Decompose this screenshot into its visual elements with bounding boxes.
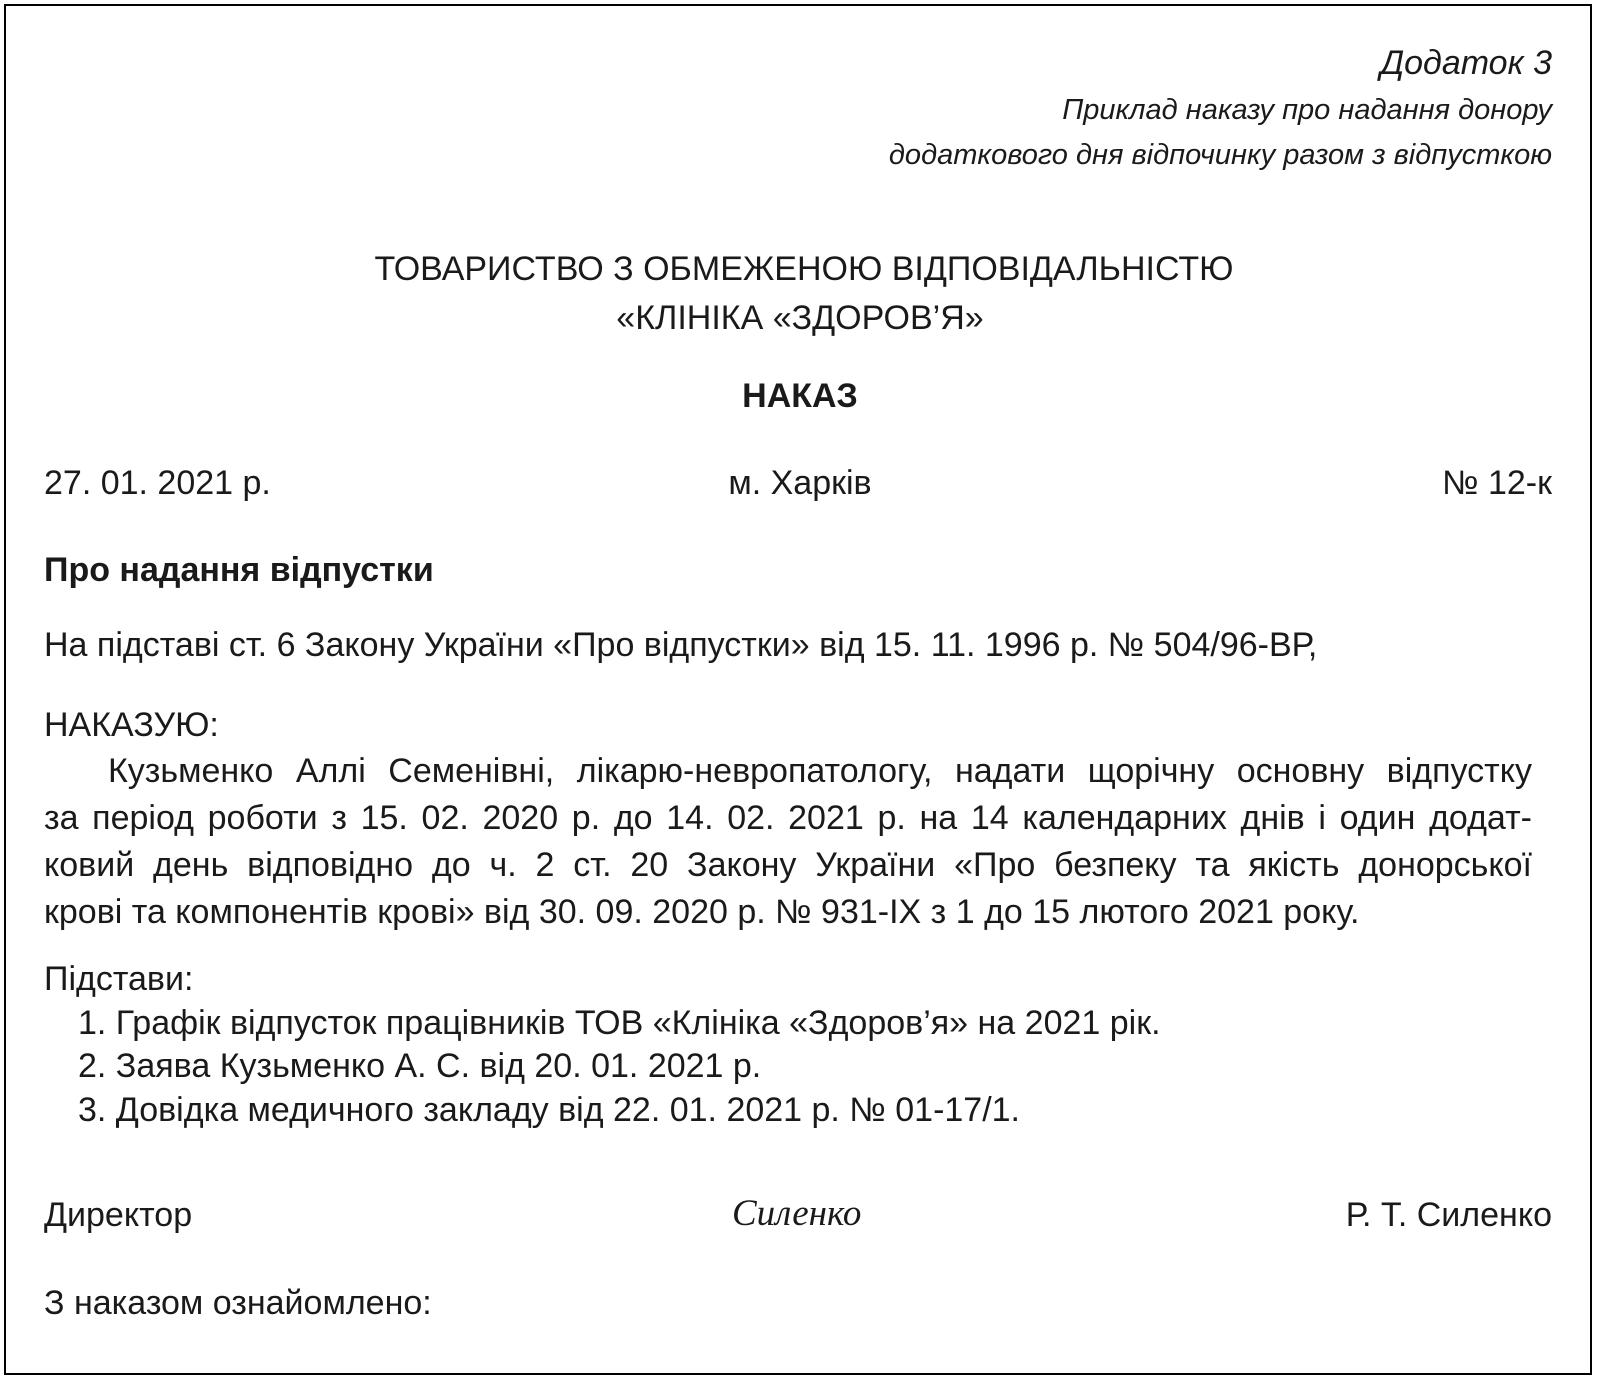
order-body (44, 748, 1532, 936)
order-city: м. Харків (728, 464, 872, 502)
document-title: НАКАЗ (742, 377, 858, 415)
order-word: НАКАЗУЮ: (44, 706, 219, 744)
order-body-line: крові та компонентів крові» від 30. 09. 2020 р. № 931-IX з 1 до 15 лютого 2021 року. (44, 893, 1360, 931)
order-body-line: за період роботи з 15. 02. 2020 р. до 14. 02. 2021 р. на 14 календарних днів і один додат- (44, 799, 1532, 837)
handwritten-signature: Силенко (732, 1193, 862, 1234)
signatory-position: Директор (44, 1196, 193, 1234)
grounds-item: 2. Заява Кузьменко А. С. від 20. 01. 2021 р. (78, 1047, 762, 1085)
order-body-line: Кузьменко Аллі Семенівні, лікарю-невропатологу, надати щорічну основну відпустку (108, 752, 1532, 790)
order-body-line: ковий день відповідно до ч. 2 ст. 20 Закону України «Про безпеку та якість донорської (44, 846, 1532, 884)
grounds-item: 3. Довідка медичного закладу від 22. 01. 2021 р. № 01-17/1. (78, 1091, 1021, 1129)
appendix-caption-line2: додаткового дня відпочинку разом з відпусткою (888, 139, 1552, 171)
appendix-caption-line1: Приклад наказу про надання донору (1062, 94, 1552, 126)
document-page (4, 4, 1592, 1375)
grounds-heading: Підстави: (44, 960, 194, 998)
signatory-name: Р. Т. Силенко (1345, 1196, 1552, 1234)
legal-basis: На підставі ст. 6 Закону України «Про відпустки» від 15. 11. 1996 р. № 504/96-ВР, (44, 626, 1318, 664)
grounds-item: 1. Графік відпусток працівників ТОВ «Клініка «Здоров’я» на 2021 рік. (78, 1004, 1161, 1042)
order-subject: Про надання відпустки (44, 551, 434, 589)
organization-name-line2: «КЛІНІКА «ЗДОРОВ’Я» (616, 299, 984, 337)
organization-name-line1: ТОВАРИСТВО З ОБМЕЖЕНОЮ ВІДПОВІДАЛЬНІСТЮ (374, 250, 1234, 288)
acknowledgment-label: З наказом ознайомлено: (44, 1284, 432, 1322)
appendix-label: Додаток 3 (1380, 44, 1552, 82)
order-number: № 12-к (1442, 464, 1552, 502)
order-date: 27. 01. 2021 р. (44, 464, 271, 502)
